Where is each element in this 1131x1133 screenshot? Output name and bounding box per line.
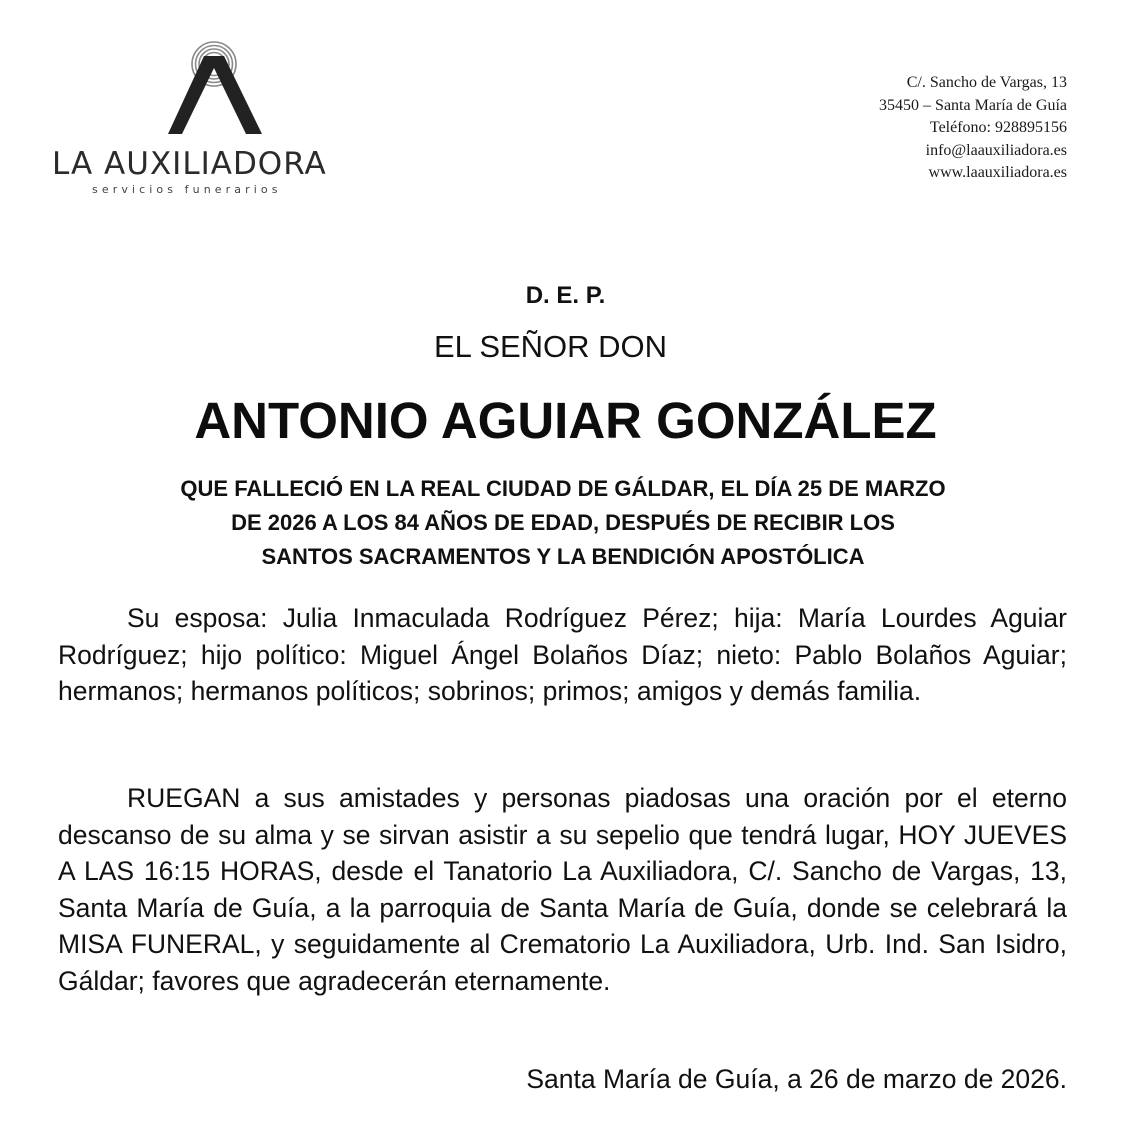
death-line: DE 2026 A LOS 84 AÑOS DE EDAD, DESPUÉS DE RECIBIR LOS [231,510,895,535]
contact-city: 35450 – Santa María de Guía [879,96,1067,114]
death-line: SANTOS SACRAMENTOS Y LA BENDICIÓN APOSTÓLICA [261,544,865,569]
rip-heading: D. E. P. [525,282,606,309]
funeral-request-paragraph: RUEGAN a sus amistades y personas piadosas una oración por el eterno descanso de su alma y se sirvan asistir a su sepelio que tendrá lugar, HOY JUEVES A LAS 16:15 HORAS, desde el Tanatorio La Auxiliadora, C/. Sancho de Vargas, 13, Santa María de Guía, a la parroquia de Santa María de Guía, donde se celebrará la MISA FUNERAL, y seguidamente al Crematorio La Auxiliadora, Urb. Ind. San Isidro, Gáldar; favores que agradecerán eternamente. [58,783,1067,996]
honorific-title: EL SEÑOR DON [433,329,668,364]
place-and-date: Santa María de Guía, a 26 de marzo de 2026. [526,1064,1067,1094]
family-paragraph: Su esposa: Julia Inmaculada Rodríguez Pérez; hija: María Lourdes Aguiar Rodríguez; hijo político: Miguel Ángel Bolaños Díaz; nieto: Pablo Bolaños Aguiar; hermanos; hermanos políticos; sobrinos; primos; amigos y demás familia. [58,603,1067,707]
logo-emblem-icon [164,38,268,138]
deceased-name: ANTONIO AGUIAR GONZÁLEZ [194,392,937,449]
company-logo [52,38,382,198]
contact-street: C/. Sancho de Vargas, 13 [906,74,1067,91]
brand-tagline: servicios funerarios [92,183,282,196]
contact-email: info@laauxiliadora.es [925,141,1067,159]
contact-website: www.laauxiliadora.es [928,164,1067,181]
contact-block [879,72,1067,185]
death-announcement [80,472,1046,574]
death-line: QUE FALLECIÓ EN LA REAL CIUDAD DE GÁLDAR, EL DÍA 25 DE MARZO [180,476,946,501]
brand-name: LA AUXILIADORA [52,146,327,182]
contact-phone: Teléfono: 928895156 [929,119,1067,136]
